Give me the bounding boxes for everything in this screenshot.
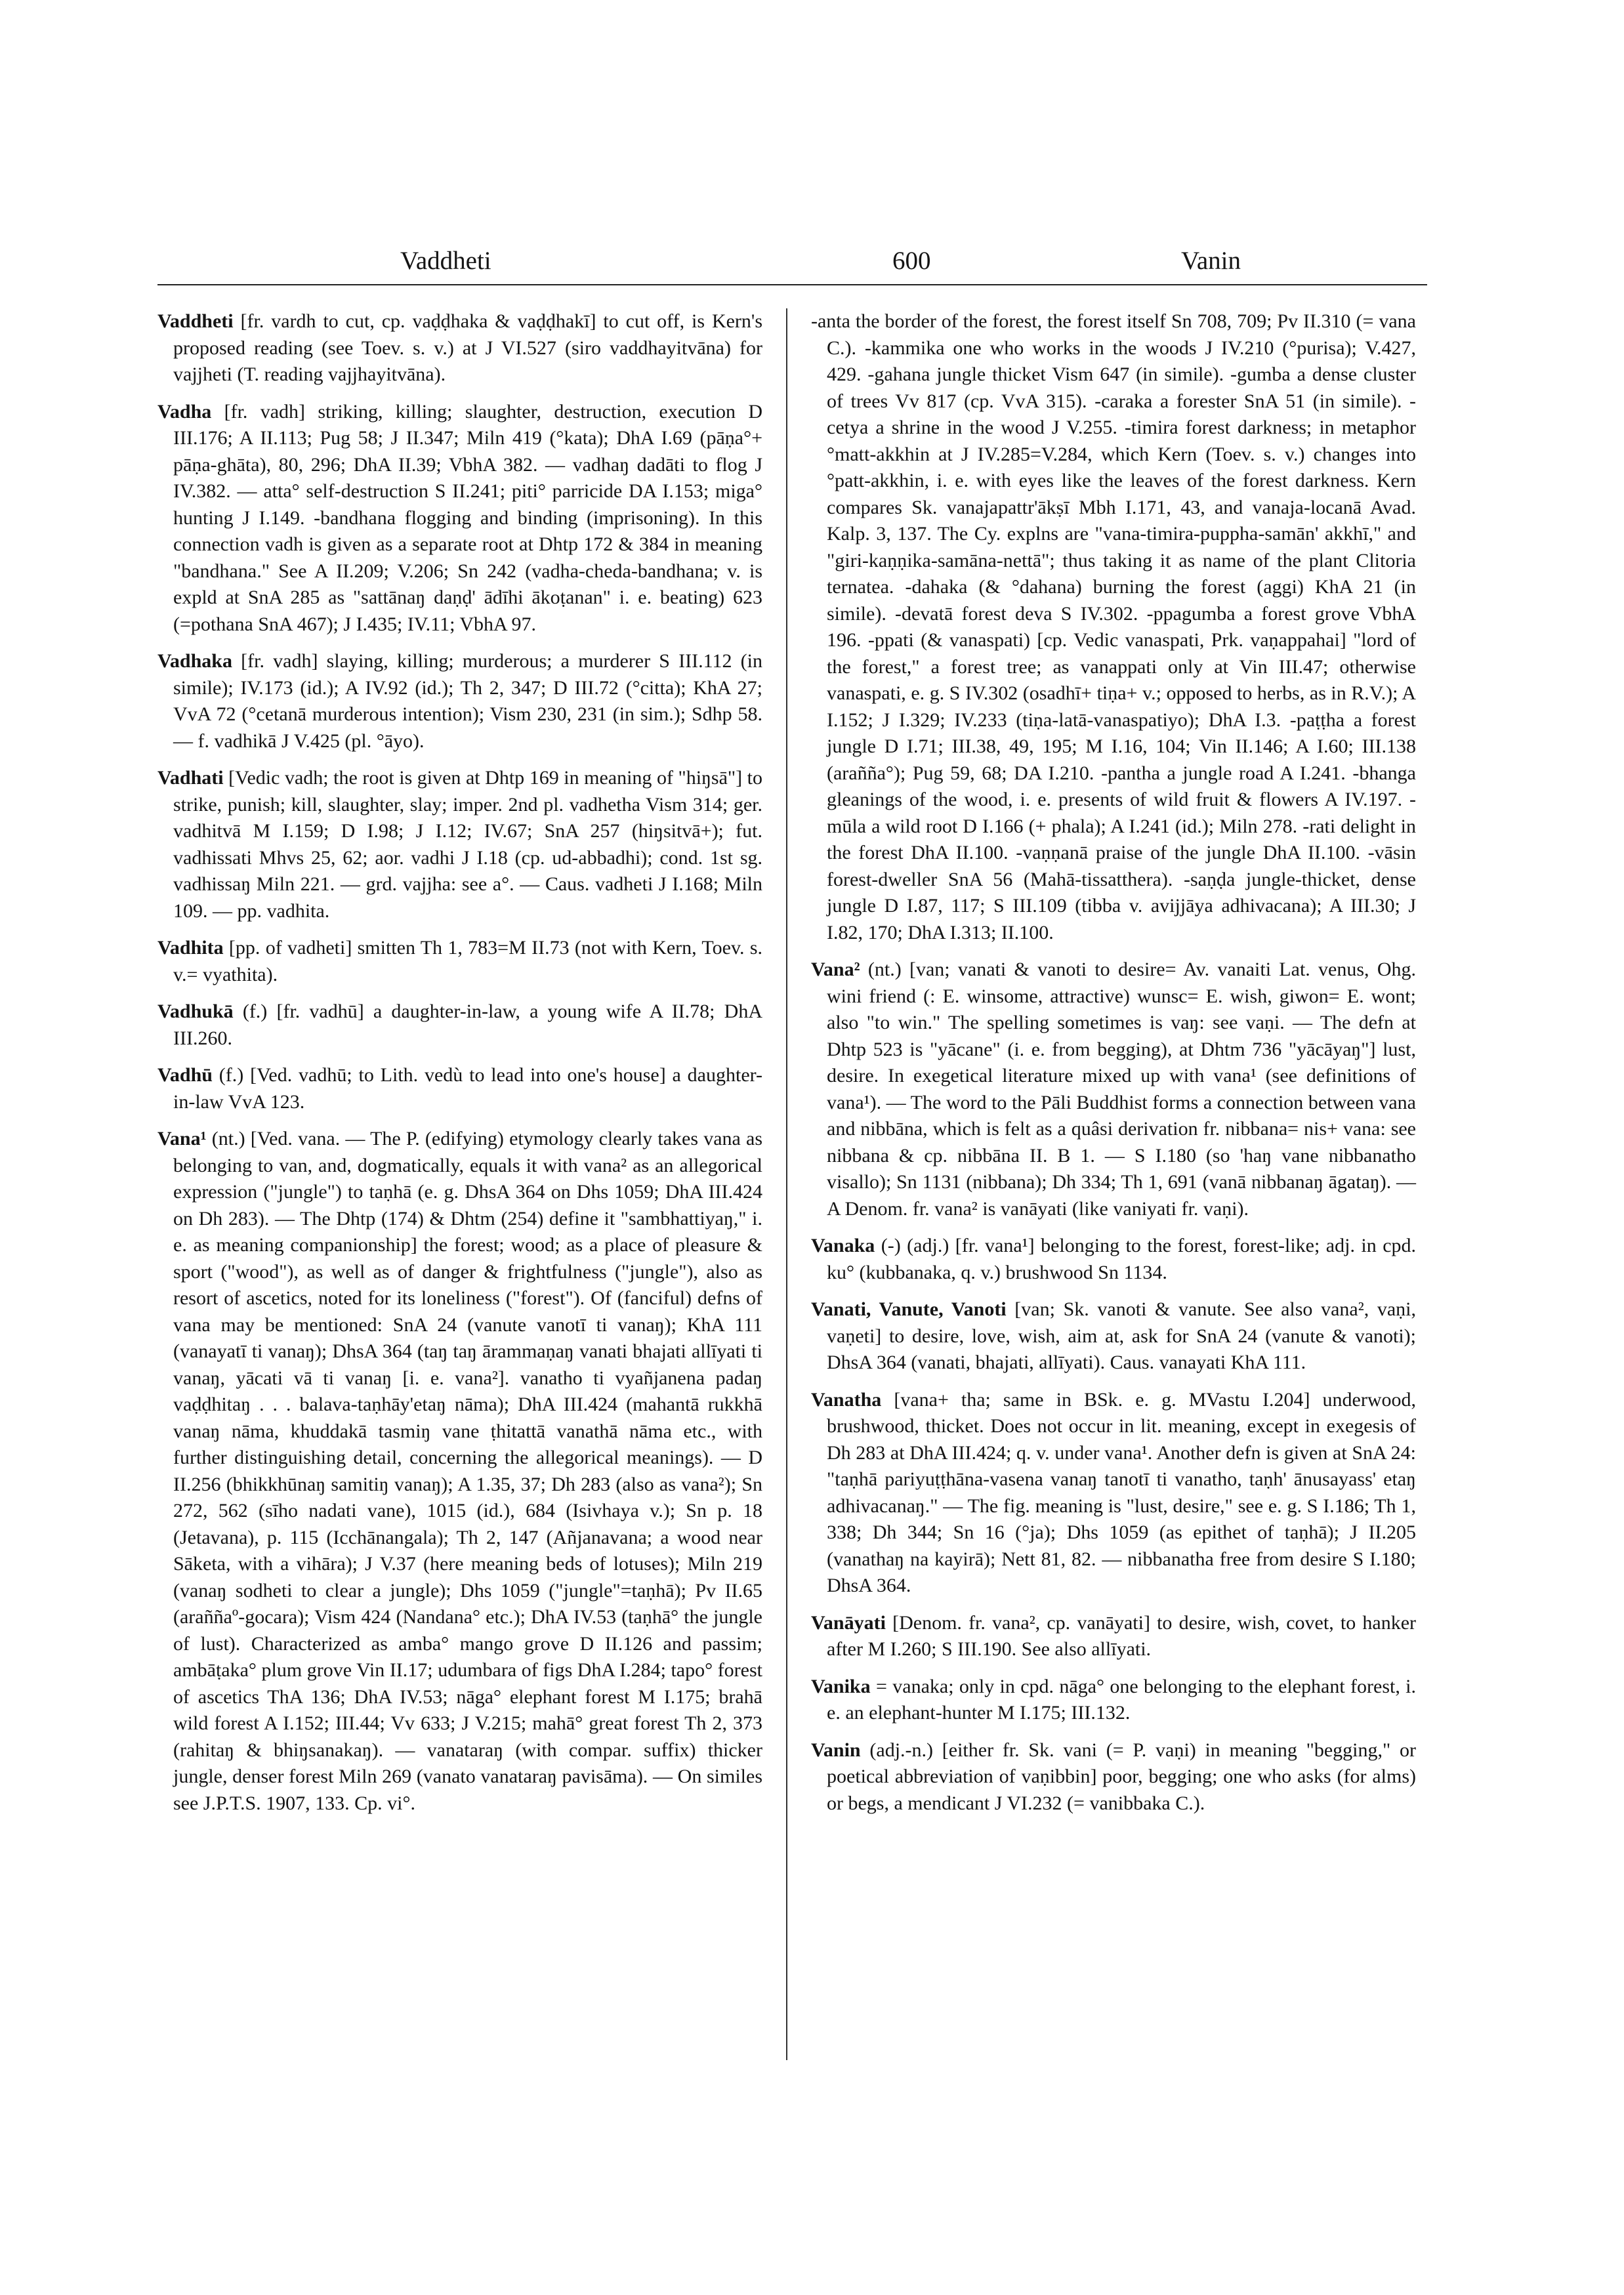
entry-text: [pp. of vadheti] smitten Th 1, 783=M II.73 (not with Kern, Toev. s. v.= vyathita). — [173, 937, 762, 985]
entry-headword: Vadha — [157, 400, 212, 423]
entry-headword: Vanika — [811, 1675, 871, 1697]
entry-text: (adj.-n.) [either fr. Sk. vani (= P. vaṇi) in meaning "begging," or poetical abbreviation of vaṇibbin] poor, begging; one who asks (for alms) or begs, a mendicant J VI.232 (= vanibbaka C.). — [827, 1739, 1416, 1814]
entry-headword: Vadhukā — [157, 1001, 234, 1022]
entry-text: (nt.) [Ved. vana. — The P. (edifying) etymology clearly takes vana as belonging to van, and, dogmatically, equals it with vana² as an allegorical expression ("jungle") to taṇhā (e. g. DhsA 364 on Dhs 1059; DhA III.424 on Dh 283). — The Dhtp (174) & Dhtm (254) define it "sambhattiyaŋ," i. e. as meaning companionship] the forest; wood; as a place of pleasure & sport ("wood"), as well as of danger & frightfulness ("jungle"), also as resort of ascetics, noted for its loneliness ("forest"). Of (fanciful) defns of vana may be mentioned: SnA 24 (vanute vanotī ti vanaŋ); KhA 111 (vanayatī ti vanaŋ); DhsA 364 (taŋ taŋ ārammaṇaŋ vanati bhajati allīyati ti vanaŋ, yācati vā ti vanaŋ [i. e. vana²]. vanatho ti vyañjanena padaŋ vaḍḍhitaŋ . . . balava-taṇhāy'etaŋ nāma); DhA III.424 (mahantā rukkhā vanaŋ nāma, khuddakā tasmiŋ vane ṭhitattā vanathā nāma etc., with further distinguishing detail, concerning the allegorical meanings). — D II.256 (bhikkhūnaŋ samitiŋ vanaŋ); A 1.35, 37; Dh 283 (also as vana²); Sn 272, 562 (sīho nadati vane), 1015 (id.), 684 (Isivhaya v.); Sn p. 18 (Jetavana), p. 115 (Icchānangala); Th 2, 147 (Añjanavana; a wood near Sāketa, with a vihāra); J V.37 (here meaning beds of lotuses); Miln 219 (vanaŋ sodheti to clear a jungle); Dhs 1059 ("jungle"=taṇhā); Pv II.65 (araññaº-gocara); Vism 424 (Nandana° etc.); DhA IV.53 (taṇhā° the jungle of lust). Characterized as amba° mango grove D II.126 and passim; ambāṭaka° plum grove Vin II.17; udumbara of figs DhA I.284; tapo° forest of ascetics ThA 136; DhA IV.53; nāga° elephant forest M I.175; brahā wild forest A I.152; III.44; Vv 633; J V.215; mahā° great forest Th 2, 373 (rahitaŋ & bhiŋsanakaŋ). — vanataraŋ (with compar. suffix) thicker jungle, denser forest Miln 269 (vanato vanataraŋ pavisāma). — On similes see J.P.T.S. 1907, 133. Cp. vi°. — [173, 1128, 762, 1814]
dictionary-entry — [157, 935, 762, 988]
left-column — [157, 308, 762, 1827]
entry-headword: Vana¹ — [157, 1128, 207, 1149]
dictionary-entry — [811, 1296, 1416, 1376]
dictionary-entry — [811, 1674, 1416, 1727]
entry-text: [fr. vardh to cut, cp. vaḍḍhaka & vaḍḍhakī] to cut off, is Kern's proposed reading (see Toev. s. v.) at J VI.527 (siro vaddhayitvāna) for vajjheti (T. reading vajjhayitvāna). — [173, 310, 762, 385]
dictionary-entry — [811, 1737, 1416, 1817]
entry-text: (f.) [Ved. vadhū; to Lith. vedù to lead into one's house] a daughter-in-law VvA 123. — [173, 1064, 763, 1113]
column-divider — [786, 308, 787, 2060]
entry-text: = vanaka; only in cpd. nāga° one belonging to the elephant forest, i. e. an elephant-hunter M I.175; III.132. — [827, 1675, 1417, 1724]
entry-headword: Vaddheti — [157, 310, 234, 332]
entry-text: [Vedic vadh; the root is given at Dhtp 169 in meaning of "hiŋsā"] to strike, punish; kill, slaughter, slay; imper. 2nd pl. vadhetha Vism 314; ger. vadhitvā M I.159; D I.98; J I.12; IV.67; SnA 257 (hiŋsitvā+); fut. vadhissati Mhvs 25, 62; aor. vadhi J I.18 (cp. ud-abbadhi); cond. 1st sg. vadhissaŋ Miln 221. — grd. vajjha: see a°. — Caus. vadheti J I.168; Miln 109. — pp. vadhita. — [173, 767, 763, 922]
entry-text: (-) (adj.) [fr. vana¹] belonging to the forest, forest-like; adj. in cpd. ku° (kubbanaka, q. v.) brushwood Sn 1134. — [827, 1235, 1417, 1283]
dictionary-entry — [811, 1387, 1416, 1600]
page-header — [157, 239, 1427, 285]
right-guideword: Vanin — [1181, 247, 1241, 275]
entry-headword: Vadhita — [157, 937, 224, 959]
entry-headword: Vadhū — [157, 1064, 213, 1086]
entry-headword: Vanaka — [811, 1235, 875, 1256]
dictionary-entry — [811, 308, 1416, 946]
entry-headword: Vadhaka — [157, 650, 232, 672]
entry-text: [fr. vadh] slaying, killing; murderous; a murderer S III.112 (in simile); IV.173 (id.); A IV.92 (id.); Th 2, 347; D III.72 (°citta); KhA 27; VvA 72 (°cetanā murderous intention); Vism 230, 231 (in sim.); Sdhp 58. — f. vadhikā J V.425 (pl. °āyo). — [173, 650, 763, 752]
entry-text: (f.) [fr. vadhū] a daughter-in-law, a young wife A II.78; DhA III.260. — [173, 1001, 762, 1049]
entry-headword: Vanati, Vanute, Vanoti — [811, 1298, 1007, 1320]
entry-headword: Vana² — [811, 959, 860, 980]
dictionary-entry — [811, 957, 1416, 1222]
dictionary-entry — [157, 1062, 762, 1115]
entry-headword: Vanatha — [811, 1388, 882, 1411]
entry-text: [vana+ tha; same in BSk. e. g. MVastu I.204] underwood, brushwood, thicket. Does not occur in lit. meaning, except in exegesis of Dh 283 at DhA III.424; q. v. under vana¹. Another defn is given at SnA 24: "taṇhā pariyuṭṭhāna-vasena vanaŋ tanotī ti vanatho, taṇh' ānusayass' etaŋ adhivacanaŋ." — The fig. meaning is "lust, desire," see e. g. S I.186; Th 1, 338; Dh 344; Sn 16 (°ja); Dhs 1059 (as epithet of taṇhā); J II.205 (vanathaŋ na kayirā); Nett 81, 82. — nibbanatha free from desire S I.180; DhsA 364. — [827, 1388, 1416, 1596]
entry-text: [Denom. fr. vana², cp. vanāyati] to desire, wish, covet, to hanker after M I.260; S III.190. See also allīyati. — [827, 1611, 1416, 1660]
dictionary-entry — [157, 399, 762, 638]
dictionary-entry — [157, 999, 762, 1052]
entry-text: [van; Sk. vanoti & vanute. See also vana², vaṇi, vaṇeti] to desire, love, wish, aim at, ask for SnA 24 (vanute & vanoti); DhsA 364 (vanati, bhajati, allīyati). Caus. vanayati KhA 111. — [827, 1298, 1417, 1373]
entry-headword: Vanin — [811, 1739, 861, 1761]
entry-headword: Vadhati — [157, 767, 224, 789]
right-column — [811, 308, 1416, 1827]
entry-headword: Vanāyati — [811, 1611, 886, 1634]
dictionary-entry — [157, 765, 762, 924]
dictionary-entry — [811, 1610, 1416, 1663]
entry-text: (nt.) [van; vanati & vanoti to desire= Av. vanaiti Lat. venus, Ohg. wini friend (: E. winsome, attractive) wunsc= E. wish, giwon= E. wont; also "to win." The spelling sometimes is vaŋ: see vaṇi. — The defn at Dhtp 523 is "yācane" (i. e. from begging), at Dhtm 736 "yācāyaŋ"] lust, desire. In exegetical literature mixed up with vana¹ (see definitions of vana¹). — The word to the Pāli Buddhist forms a connection between vana and nibbāna, which is felt as a quâsi derivation fr. nibbana= nis+ vana: see nibbana & cp. nibbāna II. B 1. — S I.180 (so 'haŋ vane nibbanatho visallo); Sn 1131 (nibbana); Dh 334; Th 1, 691 (vanā nibbanaŋ āgataŋ). — A Denom. fr. vana² is vanāyati (like vaniyati fr. vaṇi). — [827, 959, 1416, 1220]
dictionary-entry — [157, 648, 762, 755]
entry-text: [fr. vadh] striking, killing; slaughter, destruction, execution D III.176; A II.113; Pug 58; J II.347; Miln 419 (°kata); DhA I.69 (pāṇa°+ pāṇa-ghāta), 80, 296; DhA II.39; VbhA 382. — vadhaŋ dadāti to flog J IV.382. — atta° self-destruction S II.241; piti° parricide DA I.153; miga° hunting J I.149. -bandhana flogging and binding (imprisoning). In this connection vadh is given as a separate root at Dhtp 172 & 384 in meaning "bandhana." See A II.209; V.206; Sn 242 (vadha-cheda-bandhana; v. is expld at SnA 285 as "sattānaŋ daṇḍ' ādīhi ākoṭanan" i. e. beating) 623 (=pothana SnA 467); J I.435; IV.11; VbhA 97. — [173, 400, 763, 635]
dictionary-entry — [157, 1126, 762, 1817]
page-number: 600 — [892, 247, 931, 275]
dictionary-entry — [811, 1233, 1416, 1286]
left-guideword: Vaddheti — [400, 247, 491, 275]
dictionary-entry — [157, 308, 762, 388]
entry-text: -anta the border of the forest, the forest itself Sn 708, 709; Pv II.310 (= vana C.). -kammika one who works in the woods J IV.210 (°purisa); V.427, 429. -gahana jungle thicket Vism 647 (in simile). -gumba a dense cluster of trees Vv 817 (cp. VvA 315). -caraka a forester SnA 51 (in simile). -cetya a shrine in the wood J V.255. -timira forest darkness; in metaphor °matt-akkhin at J IV.285=V.284, which Kern (Toev. s. v.) changes into °patt-akkhin, i. e. with eyes like the leaves of the forest darkness. Kern compares Sk. vanajapattr'ākṣī Mbh I.171, 43, and vanaja-locanā Avad. Kalp. 3, 137. The Cy. explns are "vana-timira-puppha-samān' akkhī," and "giri-kaṇṇika-samāna-nettā"; thus taking it as name of the plant Clitoria ternatea. -dahaka (& °dahana) burning the forest (aggi) KhA 21 (in simile). -devatā forest deva S IV.302. -ppagumba a forest grove VbhA 196. -ppati (& vanaspati) [cp. Vedic vanaspati, Prk. vaṇappahai] "lord of the forest," a forest tree; as vanappati only at Vin III.47; otherwise vanaspati, e. g. S IV.302 (osadhī+ tiṇa+ v.; opposed to herbs, as in R.V.); A I.152; J I.329; IV.233 (tiṇa-latā-vanaspatiyo); DhA I.3. -paṭṭha a forest jungle D I.71; III.38, 49, 195; M I.16, 104; Vin II.146; A I.60; III.138 (arañña°); Pug 59, 68; DA I.210. -pantha a jungle road A I.241. -bhanga gleanings of the wood, i. e. presents of wild fruit & flowers A IV.197. -mūla a wild root D I.166 (+ phala); A I.241 (id.); Miln 278. -rati delight in the forest DhA II.100. -vaṇṇanā praise of the jungle DhA II.100. -vāsin forest-dweller SnA 56 (Mahā-tissatthera). -saṇḍa jungle-thicket, dense jungle D I.87, 117; S III.109 (tibba v. avijjāya adhivacana); A III.30; J I.82, 170; DhA I.313; II.100. — [811, 310, 1416, 943]
